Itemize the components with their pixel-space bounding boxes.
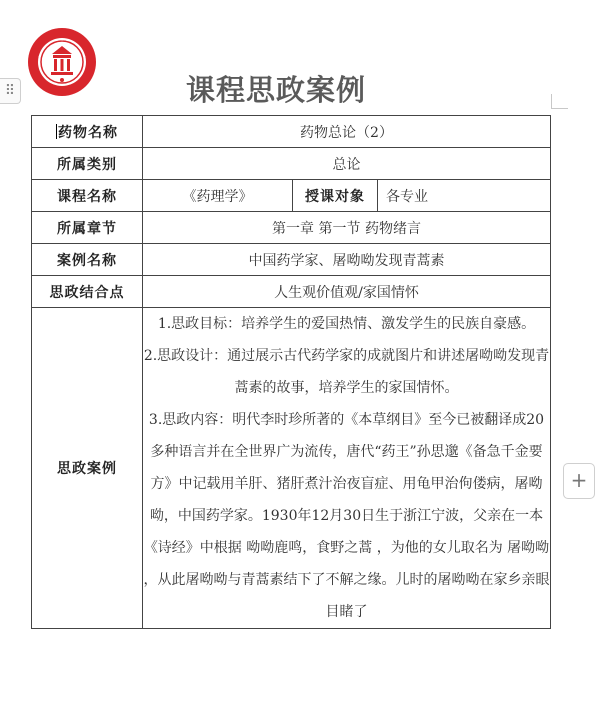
table-row [32, 180, 551, 212]
drag-handle-icon[interactable]: ⠿ [0, 78, 21, 104]
category-label: 所属类别 [32, 148, 143, 180]
table-row [32, 212, 551, 244]
text-cursor [56, 124, 57, 139]
category-value[interactable]: 总论 [143, 148, 551, 180]
audience-label: 授课对象 [293, 180, 378, 212]
add-block-button[interactable]: + [563, 463, 595, 499]
case-paragraph-1: 1.思政目标：培养学生的爱国热情、激发学生的民族自豪感。 [157, 316, 536, 332]
course-name-label: 课程名称 [32, 180, 143, 212]
table-row [32, 276, 551, 308]
university-seal-icon [27, 27, 97, 97]
table-row [32, 308, 551, 629]
table-row [32, 116, 551, 148]
audience-value[interactable]: 各专业 [378, 180, 551, 212]
case-name-label: 案例名称 [32, 244, 143, 276]
drug-name-label: 药物名称 [32, 116, 143, 148]
drug-name-value[interactable]: 药物总论（2） [143, 116, 551, 148]
margin-corner-mark [551, 94, 568, 109]
case-table [31, 115, 551, 629]
case-paragraph-2: 2.思政设计：通过展示古代药学家的成就图片和讲述屠呦呦发现青蒿素的故事，培养学生的家国情怀。 [143, 348, 550, 396]
point-label: 思政结合点 [32, 276, 143, 308]
case-label: 思政案例 [32, 308, 143, 629]
case-name-value[interactable]: 中国药学家、屠呦呦发现青蒿素 [143, 244, 551, 276]
point-value[interactable]: 人生观价值观/家国情怀 [143, 276, 551, 308]
page-title: 课程思政案例 [186, 73, 367, 107]
case-content[interactable] [143, 308, 551, 629]
course-name-value[interactable]: 《药理学》 [143, 180, 293, 212]
case-paragraph-3: 3.思政内容：明代李时珍所著的《本草纲目》至今已被翻译成20多种语言并在全世界广为流传，唐代“药王”孙思邈《备急千金要方》中记载用羊肝、猪肝煮汁治夜盲症、用龟甲治佝偻病，屠呦呦，中国药学家。1930年12月30日生于浙江宁波，父亲在一本《诗经》中根据 呦呦鹿鸣，食野之蒿 ，为他的女儿取名为 屠呦呦 ，从此屠呦呦与青蒿素结下了不解之缘。儿时的屠呦呦在家乡亲眼目睹了 [143, 412, 550, 620]
chapter-label: 所属章节 [32, 212, 143, 244]
table-row [32, 148, 551, 180]
chapter-value[interactable]: 第一章 第一节 药物绪言 [143, 212, 551, 244]
table-row [32, 244, 551, 276]
